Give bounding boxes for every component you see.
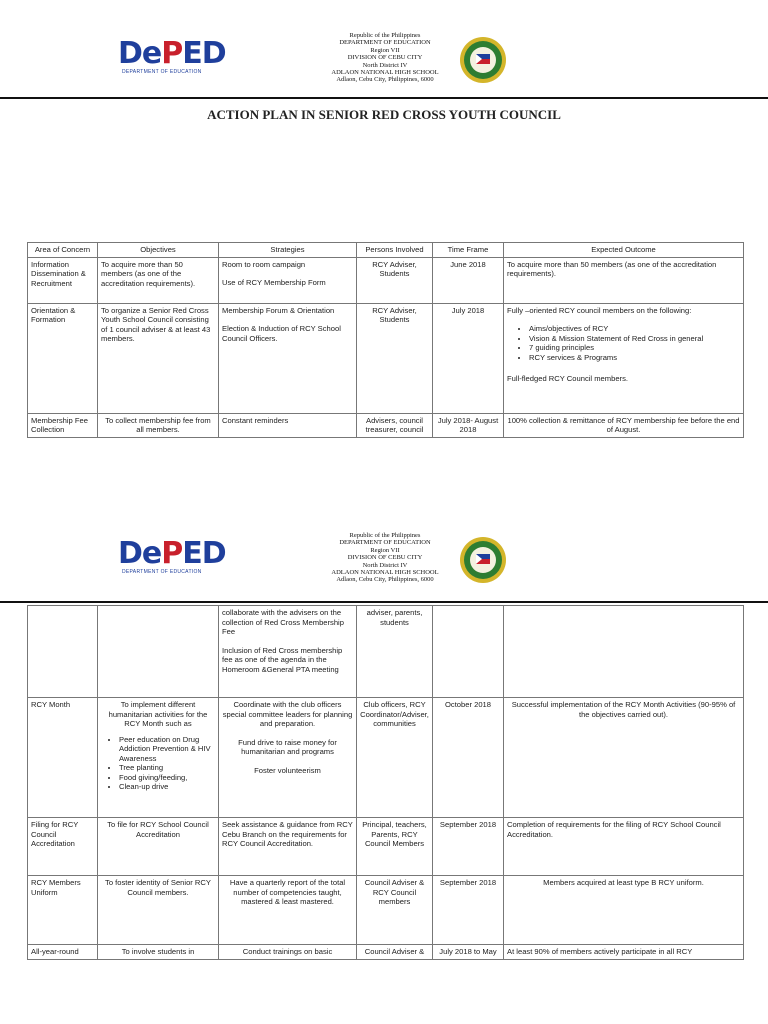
table-row <box>28 606 744 698</box>
persons-cell: Principal, teachers, Parents, RCY Council Members <box>357 818 433 876</box>
area-cell: Orientation & Formation <box>28 303 98 413</box>
outcome-cell: Fully –oriented RCY council members on the following: • Aims/objectives of RCY • Vision & Mission Statement of Red Cross in general • 7 guiding principles • RCY services & Programs Full-fledged RCY Council members. <box>504 303 744 413</box>
persons-cell: Council Adviser & RCY Council members <box>357 876 433 945</box>
list-item: • Clean-up drive <box>119 782 215 792</box>
list-item: • Aims/objectives of RCY <box>529 324 740 334</box>
outcome-cell: At least 90% of members actively participate in all RCY <box>504 945 744 960</box>
school-address: Republic of the Philippines DEPARTMENT OF EDUCATION Region VII DIVISION OF CEBU CITY North District IV ADLAON NATIONAL HIGH SCHOOL Adlaon, Cebu City, Philippines, 6000 <box>331 532 439 584</box>
column-header: Objectives <box>98 243 219 258</box>
strategy-cell: Membership Forum & Orientation Election & Induction of RCY School Council Officers. <box>219 303 357 413</box>
strategy-cell: Seek assistance & guidance from RCY Cebu Branch on the requirements for RCY Council Accreditation. <box>219 818 357 876</box>
header-divider-1 <box>0 97 768 99</box>
list-item: • RCY services & Programs <box>529 353 740 363</box>
school-seal-icon <box>459 36 507 84</box>
time-cell: July 2018 <box>433 303 504 413</box>
table-row <box>28 303 744 413</box>
objective-list <box>101 735 215 792</box>
time-cell <box>433 606 504 698</box>
objective-cell: To organize a Senior Red Cross Youth School Council consisting of 1 council adviser & at least 43 members. <box>98 303 219 413</box>
list-item: • 7 guiding principles <box>529 343 740 353</box>
table-row <box>28 818 744 876</box>
header-divider-2 <box>0 601 768 603</box>
time-cell: June 2018 <box>433 257 504 303</box>
list-item: • Vision & Mission Statement of Red Cross in general <box>529 334 740 344</box>
objective-cell: To foster identity of Senior RCY Council members. <box>98 876 219 945</box>
list-item: • Food giving/feeding, <box>119 773 215 783</box>
objective-cell: To implement different humanitarian activities for the RCY Month such as • Peer education on Drug Addiction Prevention & HIV Awareness • Tree planting • Food giving/feeding, • Clean-up drive <box>98 698 219 818</box>
outcome-cell: Successful implementation of the RCY Month Activities (90-95% of the objectives carried out). <box>504 698 744 818</box>
area-cell: RCY Members Uniform <box>28 876 98 945</box>
time-cell: July 2018- August 2018 <box>433 413 504 437</box>
strategy-cell: Coordinate with the club officers special committee leaders for planning and preparation. Fund drive to raise money for humanitarian and programs Foster volunteerism <box>219 698 357 818</box>
area-cell: Information Dissemination & Recruitment <box>28 257 98 303</box>
list-item: • Peer education on Drug Addiction Prevention & HIV Awareness <box>119 735 215 764</box>
objective-cell <box>98 606 219 698</box>
deped-logo: DePED <box>118 36 226 71</box>
strategy-cell: Conduct trainings on basic <box>219 945 357 960</box>
column-header: Persons Involved <box>357 243 433 258</box>
objective-cell: To collect membership fee from all members. <box>98 413 219 437</box>
action-plan-table-2 <box>27 605 744 960</box>
outcome-cell: Members acquired at least type B RCY uniform. <box>504 876 744 945</box>
time-cell: July 2018 to May <box>433 945 504 960</box>
persons-cell: adviser, parents, students <box>357 606 433 698</box>
outcome-cell <box>504 606 744 698</box>
column-header: Strategies <box>219 243 357 258</box>
page-title: ACTION PLAN IN SENIOR RED CROSS YOUTH COUNCIL <box>207 107 561 122</box>
time-cell: September 2018 <box>433 818 504 876</box>
deped-logo: DePED <box>118 536 226 571</box>
table-header-row <box>28 243 744 258</box>
persons-cell: Advisers, council treasurer, council <box>357 413 433 437</box>
strategy-cell: Constant reminders <box>219 413 357 437</box>
outcome-cell: 100% collection & remittance of RCY membership fee before the end of August. <box>504 413 744 437</box>
persons-cell: Council Adviser & <box>357 945 433 960</box>
outcome-cell: Completion of requirements for the filing of RCY School Council Accreditation. <box>504 818 744 876</box>
area-cell: Filing for RCY Council Accreditation <box>28 818 98 876</box>
time-cell: October 2018 <box>433 698 504 818</box>
deped-logo-subtitle: DEPARTMENT OF EDUCATION <box>122 569 202 575</box>
objective-cell: To file for RCY School Council Accreditation <box>98 818 219 876</box>
column-header: Expected Outcome <box>504 243 744 258</box>
persons-cell: RCY Adviser, Students <box>357 303 433 413</box>
persons-cell: RCY Adviser, Students <box>357 257 433 303</box>
objective-cell: To acquire more than 50 members (as one of the accreditation requirements). <box>98 257 219 303</box>
area-cell: RCY Month <box>28 698 98 818</box>
column-header: Time Frame <box>433 243 504 258</box>
strategy-cell: collaborate with the advisers on the collection of Red Cross Membership Fee Inclusion of Red Cross membership fee as one of the agenda in the Homeroom &General PTA meeting <box>219 606 357 698</box>
strategy-cell: Room to room campaign Use of RCY Membership Form <box>219 257 357 303</box>
table-row <box>28 876 744 945</box>
table-row <box>28 945 744 960</box>
persons-cell: Club officers, RCY Coordinator/Adviser, communities <box>357 698 433 818</box>
school-address: Republic of the Philippines DEPARTMENT OF EDUCATION Region VII DIVISION OF CEBU CITY North District IV ADLAON NATIONAL HIGH SCHOOL Adlaon, Cebu City, Philippines, 6000 <box>331 32 439 84</box>
area-cell: Membership Fee Collection <box>28 413 98 437</box>
table-row <box>28 413 744 437</box>
deped-logo-subtitle: DEPARTMENT OF EDUCATION <box>122 69 202 75</box>
school-seal-icon <box>459 536 507 584</box>
objective-cell: To involve students in <box>98 945 219 960</box>
strategy-cell: Have a quarterly report of the total number of competencies taught, mastered & least mastered. <box>219 876 357 945</box>
action-plan-table-1 <box>27 242 744 438</box>
list-item: • Tree planting <box>119 763 215 773</box>
table-row <box>28 257 744 303</box>
column-header: Area of Concern <box>28 243 98 258</box>
area-cell: All-year-round <box>28 945 98 960</box>
outcome-cell: To acquire more than 50 members (as one of the accreditation requirements). <box>504 257 744 303</box>
area-cell <box>28 606 98 698</box>
outcome-list <box>507 324 740 362</box>
table-row <box>28 698 744 818</box>
time-cell: September 2018 <box>433 876 504 945</box>
